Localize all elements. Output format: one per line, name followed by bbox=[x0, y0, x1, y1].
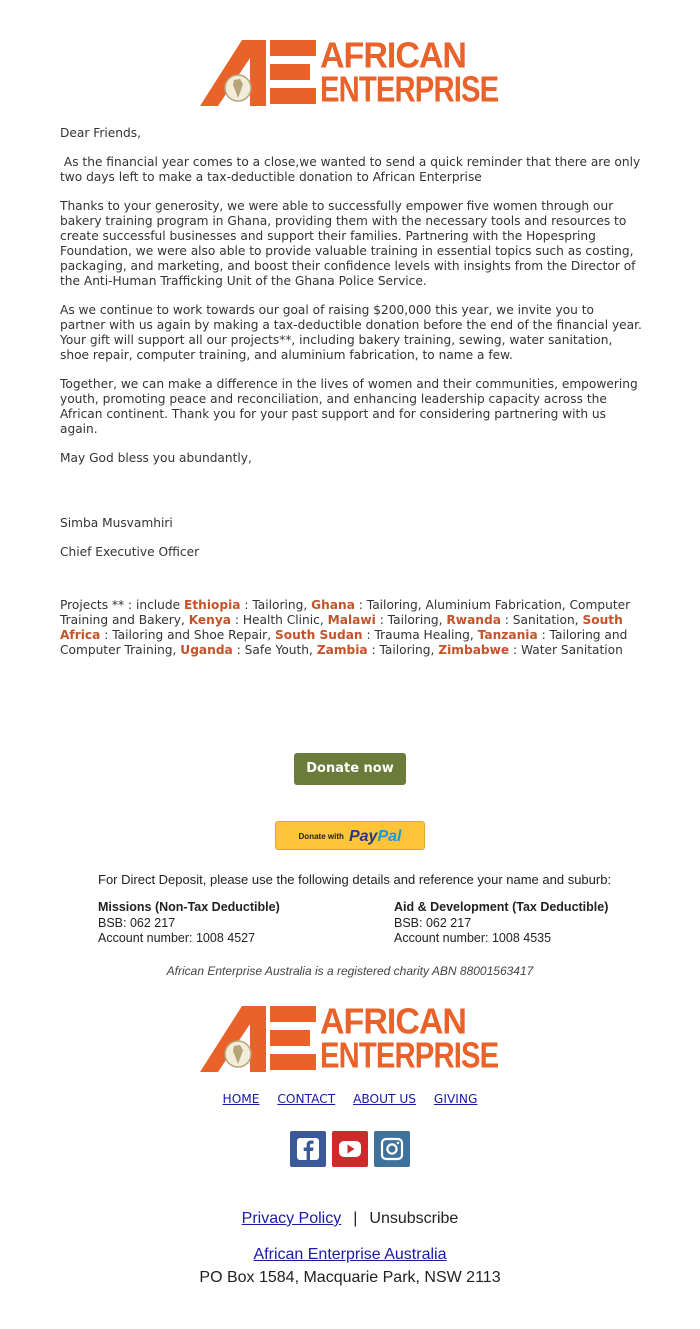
unsubscribe-link[interactable]: Unsubscribe bbox=[369, 1210, 459, 1227]
nav-contact-link[interactable]: CONTACT bbox=[277, 1092, 336, 1106]
organization-link[interactable]: African Enterprise Australia bbox=[253, 1246, 447, 1263]
deposit-intro: For Direct Deposit, please use the following details and reference your name and suburb: bbox=[98, 872, 612, 887]
nav-giving-link[interactable]: GIVING bbox=[433, 1092, 478, 1106]
missions-account bbox=[98, 900, 280, 947]
charity-note: African Enterprise Australia is a registered charity ABN 88001563417 bbox=[166, 964, 534, 978]
project-country: Zimbabwe : Water Sanitation bbox=[438, 643, 623, 657]
project-country: South Sudan : Trauma Healing, bbox=[274, 628, 478, 642]
paypal-donate-button[interactable] bbox=[275, 821, 425, 850]
logo-wordmark-line2: ENTERPRISE bbox=[320, 1035, 499, 1076]
logo-wordmark-line2: ENTERPRISE bbox=[320, 69, 499, 110]
donate-now-button[interactable]: Donate now bbox=[294, 753, 406, 785]
paragraph-generosity: Thanks to your generosity, we were able to successfully empower five women through our bakery training program in Ghana, providing them with the necessary tools and resources to create successful businesses and support their families. Partnering with the Hopespring Foundation, we were also able to provide valuable training in essential topics such as costing, packaging, and marketing, and boost their confidence levels with insights from the Director of the Anti-Human Trafficking Unit of the Ghana Police Service. bbox=[60, 199, 636, 288]
nav-home-link[interactable]: HOME bbox=[222, 1092, 260, 1106]
letter-body bbox=[60, 126, 645, 574]
paragraph-together: Together, we can make a difference in the lives of women and their communities, empowering youth, promoting peace and reconciliation, and enhancing leadership capacity across the African continent. Thank you for your past support and for considering partnering with us again. bbox=[60, 377, 638, 436]
aid-account bbox=[394, 900, 608, 947]
project-country: South Africa : Tailoring and Shoe Repair, bbox=[60, 613, 623, 642]
logo-wordmark-line1: AFRICAN bbox=[320, 35, 466, 76]
aid-account-number: Account number: 1008 4535 bbox=[394, 931, 552, 945]
paragraph-goal: As we continue to work towards our goal of raising $200,000 this year, we invite you to partner with us again by making a tax-deductible donation before the end of the financial year. Your gift will support all our projects**, including bakery training, sewing, water sanitation, shoe repair, computer training, and aluminium fabrication, to name a few. bbox=[60, 303, 642, 362]
project-country: Zambia : Tailoring, bbox=[316, 643, 439, 657]
missions-bsb: BSB: 062 217 bbox=[98, 915, 176, 930]
project-country: Rwanda : Sanitation, bbox=[446, 613, 583, 627]
separator: | bbox=[353, 1210, 358, 1227]
missions-account-number: Account number: 1008 4527 bbox=[98, 931, 256, 945]
direct-deposit bbox=[98, 872, 618, 945]
projects-intro: Projects ** : include bbox=[60, 598, 184, 612]
logo-mark-icon bbox=[200, 38, 318, 106]
privacy-policy-link[interactable]: Privacy Policy bbox=[241, 1210, 342, 1227]
missions-title: Missions (Non-Tax Deductible) bbox=[98, 900, 280, 914]
signer-name: Simba Musvamhiri bbox=[60, 516, 173, 530]
logo-mark-icon bbox=[200, 1004, 318, 1072]
closing: May God bless you abundantly, bbox=[60, 451, 252, 465]
project-country: Ghana : Tailoring, Aluminium Fabrication, Computer Training and Bakery, bbox=[60, 598, 635, 627]
nav-about-link[interactable]: ABOUT US bbox=[353, 1092, 417, 1106]
paypal-logo: PayPal bbox=[348, 828, 402, 845]
aid-bsb: BSB: 062 217 bbox=[394, 915, 472, 930]
projects-list bbox=[60, 598, 642, 658]
african-enterprise-logo bbox=[200, 35, 500, 110]
project-country: Malawi : Tailoring, bbox=[327, 613, 447, 627]
african-enterprise-logo-footer bbox=[200, 1001, 500, 1076]
signer-title: Chief Executive Officer bbox=[60, 545, 200, 559]
spacer bbox=[60, 480, 642, 516]
aid-title: Aid & Development (Tax Deductible) bbox=[394, 900, 609, 914]
footer-nav bbox=[0, 1092, 700, 1106]
facebook-icon[interactable] bbox=[290, 1131, 326, 1167]
greeting: Dear Friends, bbox=[60, 126, 141, 140]
instagram-icon[interactable] bbox=[374, 1131, 410, 1167]
project-country: Uganda : Safe Youth, bbox=[180, 643, 317, 657]
legal-links bbox=[0, 1210, 700, 1228]
logo-wordmark-line1: AFRICAN bbox=[320, 1001, 466, 1042]
postal-address: PO Box 1584, Macquarie Park, NSW 2113 bbox=[199, 1269, 501, 1286]
project-country: Kenya : Health Clinic, bbox=[188, 613, 328, 627]
project-country: Tanzania : Tailoring and Computer Training, bbox=[60, 628, 632, 657]
paragraph-reminder: As the financial year comes to a close,we wanted to send a quick reminder that there are only two days left to make a tax-deductible donation to African Enterprise bbox=[60, 155, 645, 184]
paypal-prefix: Donate with bbox=[298, 832, 344, 841]
organization bbox=[0, 1246, 700, 1264]
project-country: Ethiopia : Tailoring, bbox=[184, 598, 312, 612]
youtube-icon[interactable] bbox=[332, 1131, 368, 1167]
